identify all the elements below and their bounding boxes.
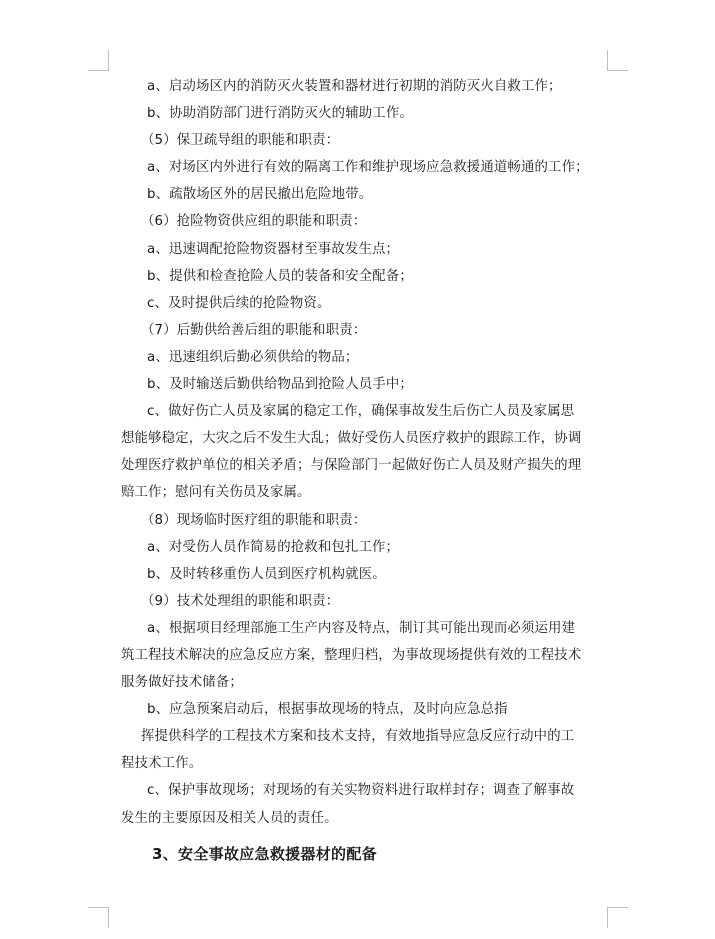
paragraph-b-transfer	[121, 561, 609, 588]
text-line: b、疏散场区外的居民撤出危险地带。	[147, 187, 373, 203]
text-line: a、对场区内外进行有效的隔离工作和维护现场应急救援通道畅通的工作；	[147, 160, 589, 176]
subheading-9	[121, 588, 609, 615]
text-line: c、及时提供后续的抢险物资。	[147, 295, 331, 311]
text-line: b、协助消防部门进行消防灭火的辅助工作。	[147, 106, 413, 122]
paragraph-a-plan	[121, 615, 609, 696]
text-line: 想能够稳定，大灾之后不发生大乱；做好受伤人员医疗救护的跟踪工作，协调	[121, 431, 582, 447]
text-line: （9）技术处理组的职能和职责：	[141, 593, 340, 609]
section-heading: 3、安全事故应急救援器材的配备	[152, 844, 377, 863]
subheading-8	[121, 507, 609, 534]
text-line: （6）抢险物资供应组的职能和职责：	[141, 214, 367, 230]
paragraph-b-assist-fire	[121, 100, 609, 127]
text-line: 服务做好技术储备；	[121, 675, 243, 691]
text-line: b、及时转移重伤人员到医疗机构就医。	[147, 566, 386, 582]
text-line: a、对受伤人员作简易的抢救和包扎工作；	[147, 539, 400, 555]
text-line: 挥提供科学的工程技术方案和技术支持，有效地指导应急反应行动中的工	[141, 729, 575, 745]
subheading-5	[121, 127, 609, 154]
crop-mark-bottom-left	[88, 907, 109, 928]
text-line: b、应急预案启动后，根据事故现场的特点，及时向应急总指	[147, 702, 508, 718]
text-line: 筑工程技术解决的应急反应方案，整理归档，为事故现场提供有效的工程技术	[121, 647, 582, 663]
crop-mark-top-left	[88, 50, 109, 71]
text-line: 赔工作；慰问有关伤员及家属。	[121, 485, 311, 501]
crop-mark-top-right	[607, 50, 628, 71]
paragraph-c-stabilize	[121, 398, 609, 506]
subheading-7	[121, 317, 609, 344]
paragraph-b-deliver	[121, 371, 609, 398]
text-line: 发生的主要原因及相关人员的责任。	[121, 810, 338, 826]
text-line: （7）后勤供给善后组的职能和职责：	[141, 322, 367, 338]
text-line: 程技术工作。	[121, 756, 203, 772]
paragraph-a-firstaid	[121, 534, 609, 561]
text-line: c、做好伤亡人员及家属的稳定工作，确保事故发生后伤亡人员及家属思	[147, 404, 575, 420]
paragraph-b-equip	[121, 263, 609, 290]
paragraph-b-guide	[121, 696, 609, 777]
text-line: 处理医疗救护单位的相关矛盾；与保险部门一起做好伤亡人员及财产损失的理	[121, 458, 582, 474]
text-line: c、保护事故现场；对现场的有关实物资料进行取样封存；调查了解事故	[147, 783, 575, 799]
paragraph-a-isolate	[121, 154, 609, 181]
paragraph-a-start-fire	[121, 73, 609, 100]
text-line: a、启动场区内的消防灭火装置和器材进行初期的消防灭火自救工作；	[147, 79, 562, 94]
paragraph-b-evacuate	[121, 181, 609, 208]
subheading-6	[121, 208, 609, 235]
document-body	[121, 73, 609, 868]
text-line: a、迅速组织后勤必须供给的物品；	[147, 349, 359, 365]
text-line: a、迅速调配抢险物资器材至事故发生点；	[147, 241, 400, 257]
text-line: a、根据项目经理部施工生产内容及特点，制订其可能出现而必须运用建	[147, 620, 576, 636]
text-line: b、及时输送后勤供给物品到抢险人员手中；	[147, 377, 413, 393]
paragraph-c-protect	[121, 777, 609, 831]
text-line: （8）现场临时医疗组的职能和职责：	[141, 512, 367, 528]
crop-mark-bottom-right	[607, 907, 628, 928]
text-line: b、提供和检查抢险人员的装备和安全配备；	[147, 268, 413, 284]
paragraph-a-logistics	[121, 344, 609, 371]
text-line: （5）保卫疏导组的职能和职责：	[141, 133, 340, 149]
paragraph-a-dispatch	[121, 236, 609, 263]
paragraph-c-supply	[121, 290, 609, 317]
